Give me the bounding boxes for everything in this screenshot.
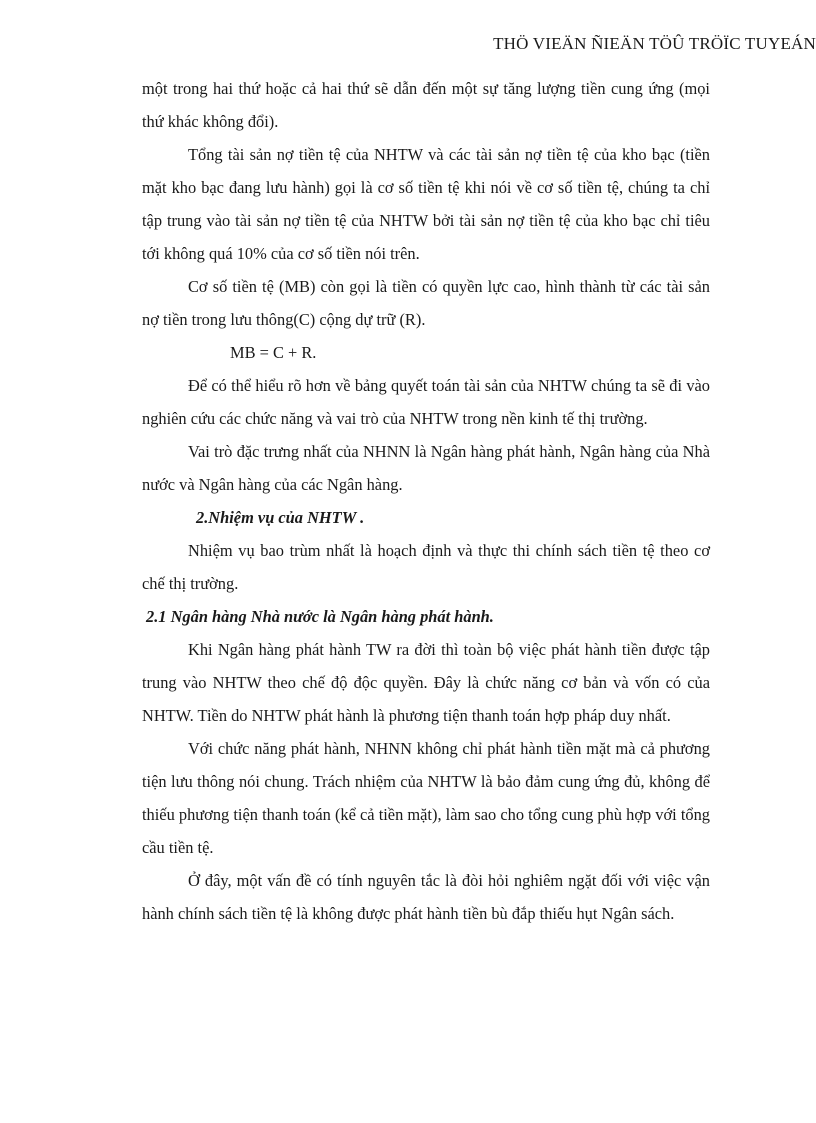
paragraph-3: Cơ số tiền tệ (MB) còn gọi là tiền có quyền lực cao, hình thành từ các tài sản nợ tiền trong lưu thông(C) cộng dự trữ (R). <box>142 277 710 329</box>
paragraph-4: Để có thể hiểu rõ hơn về bảng quyết toán tài sản của NHTW chúng ta sẽ đi vào nghiên cứu các chức năng và vai trò của NHTW trong nền kinh tế thị trường. <box>142 376 710 428</box>
paragraph-7: Khi Ngân hàng phát hành TW ra đời thì toàn bộ việc phát hành tiền được tập trung vào NHTW theo chế độ độc quyền. Đây là chức năng cơ bản và vốn có của NHTW. Tiền do NHTW phát hành là phương tiện thanh toán hợp pháp duy nhất. <box>142 640 710 725</box>
section-heading-2-1: 2.1 Ngân hàng Nhà nước là Ngân hàng phát hành. <box>146 607 494 626</box>
paragraph-8: Với chức năng phát hành, NHNN không chỉ phát hành tiền mặt mà cả phương tiện lưu thông nói chung. Trách nhiệm của NHTW là bảo đảm cung ứng đủ, không để thiếu phương tiện thanh toán (kể cả tiền mặt), làm sao cho tổng cung phù hợp với tổng cầu tiền tệ. <box>142 739 710 857</box>
paragraph-1: một trong hai thứ hoặc cả hai thứ sẽ dẫn đến một sự tăng lượng tiền cung ứng (mọi thứ khác không đổi). <box>142 79 710 131</box>
paragraph-5: Vai trò đặc trưng nhất của NHNN là Ngân hàng phát hành, Ngân hàng của Nhà nước và Ngân hàng của các Ngân hàng. <box>142 442 710 494</box>
running-header: THÖ VIEÄN ÑIEÄN TÖÛ TRÖÏC TUYEÁN <box>493 34 816 53</box>
paragraph-9: Ở đây, một vấn đề có tính nguyên tắc là đòi hỏi nghiêm ngặt đối với việc vận hành chính sách tiền tệ là không được phát hành tiền bù đắp thiếu hụt Ngân sách. <box>142 871 710 923</box>
paragraph-6: Nhiệm vụ bao trùm nhất là hoạch định và thực thi chính sách tiền tệ theo cơ chế thị trường. <box>142 541 710 593</box>
formula-monetary-base: MB = C + R. <box>230 343 317 362</box>
document-body <box>142 72 710 930</box>
paragraph-2: Tổng tài sản nợ tiền tệ của NHTW và các tài sản nợ tiền tệ của kho bạc (tiền mặt kho bạc đang lưu hành) gọi là cơ số tiền tệ khi nói về cơ số tiền tệ, chúng ta chỉ tập trung vào tài sản nợ tiền tệ của NHTW bởi tài sản nợ tiền tệ của kho bạc chỉ tiêu tới không quá 10% của cơ số tiền nói trên. <box>142 145 710 263</box>
section-heading-2: 2.Nhiệm vụ của NHTW . <box>196 508 365 527</box>
